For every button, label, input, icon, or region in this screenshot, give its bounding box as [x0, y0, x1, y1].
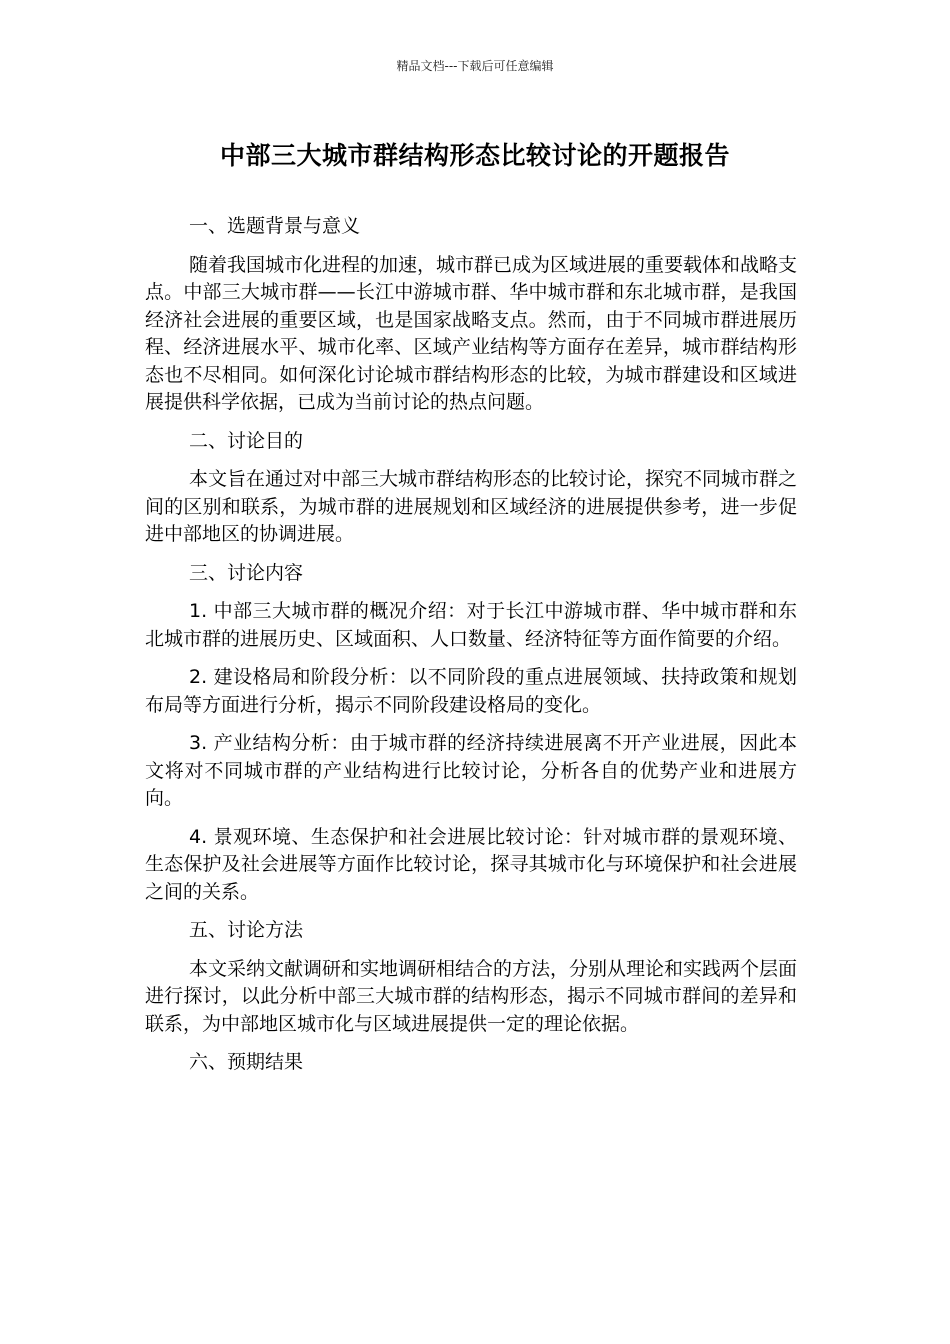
section-heading-content: 三、讨论内容	[189, 561, 304, 584]
section-heading-expected-results: 六、预期结果	[189, 1051, 304, 1073]
section-heading-purpose: 二、讨论目的	[189, 429, 304, 452]
document-body	[145, 213, 797, 1088]
page-header: 精品文档---下载后可任意编辑	[396, 59, 554, 73]
paragraph-content-item-4: 4. 景观环境、生态保护和社会进展比较讨论：针对城市群的景观环境、生态保护及社会进展等方面作比较讨论，探寻其城市化与环境保护和社会进展之间的关系。	[145, 825, 797, 903]
paragraph-content-item-1: 1. 中部三大城市群的概况介绍：对于长江中游城市群、华中城市群和东北城市群的进展历史、区域面积、人口数量、经济特征等方面作简要的介绍。	[145, 600, 797, 650]
section-heading-method: 五、讨论方法	[189, 919, 304, 941]
paragraph-method: 本文采纳文献调研和实地调研相结合的方法，分别从理论和实践两个层面进行探讨，以此分析中部三大城市群的结构形态，揭示不同城市群间的差异和联系，为中部地区城市化与区域进展提供一定的理论依据。	[145, 957, 798, 1035]
paragraph-purpose: 本文旨在通过对中部三大城市群结构形态的比较讨论，探究不同城市群之间的区别和联系，为城市群的进展规划和区域经济的进展提供参考，进一步促进中部地区的协调进展。	[145, 468, 798, 545]
paragraph-content-item-3: 3. 产业结构分析：由于城市群的经济持续进展离不开产业进展，因此本文将对不同城市群的产业结构进行比较讨论，分析各自的优势产业和进展方向。	[145, 732, 797, 809]
paragraph-background: 随着我国城市化进程的加速，城市群已成为区域进展的重要载体和战略支点。中部三大城市群——长江中游城市群、华中城市群和东北城市群，是我国经济社会进展的重要区域，也是国家战略支点。然而，由于不同城市群进展历程、经济进展水平、城市化率、区域产业结构等方面存在差异，城市群结构形态也不尽相同。如何深化讨论城市群结构形态的比较，为城市群建设和区域进展提供科学依据，已成为当前讨论的热点问题。	[145, 253, 798, 413]
section-heading-background: 一、选题背景与意义	[189, 215, 361, 237]
paragraph-content-item-2: 2. 建设格局和阶段分析：以不同阶段的重点进展领域、扶持政策和规划布局等方面进行分析，揭示不同阶段建设格局的变化。	[145, 666, 797, 716]
document-title: 中部三大城市群结构形态比较讨论的开题报告	[219, 141, 730, 170]
